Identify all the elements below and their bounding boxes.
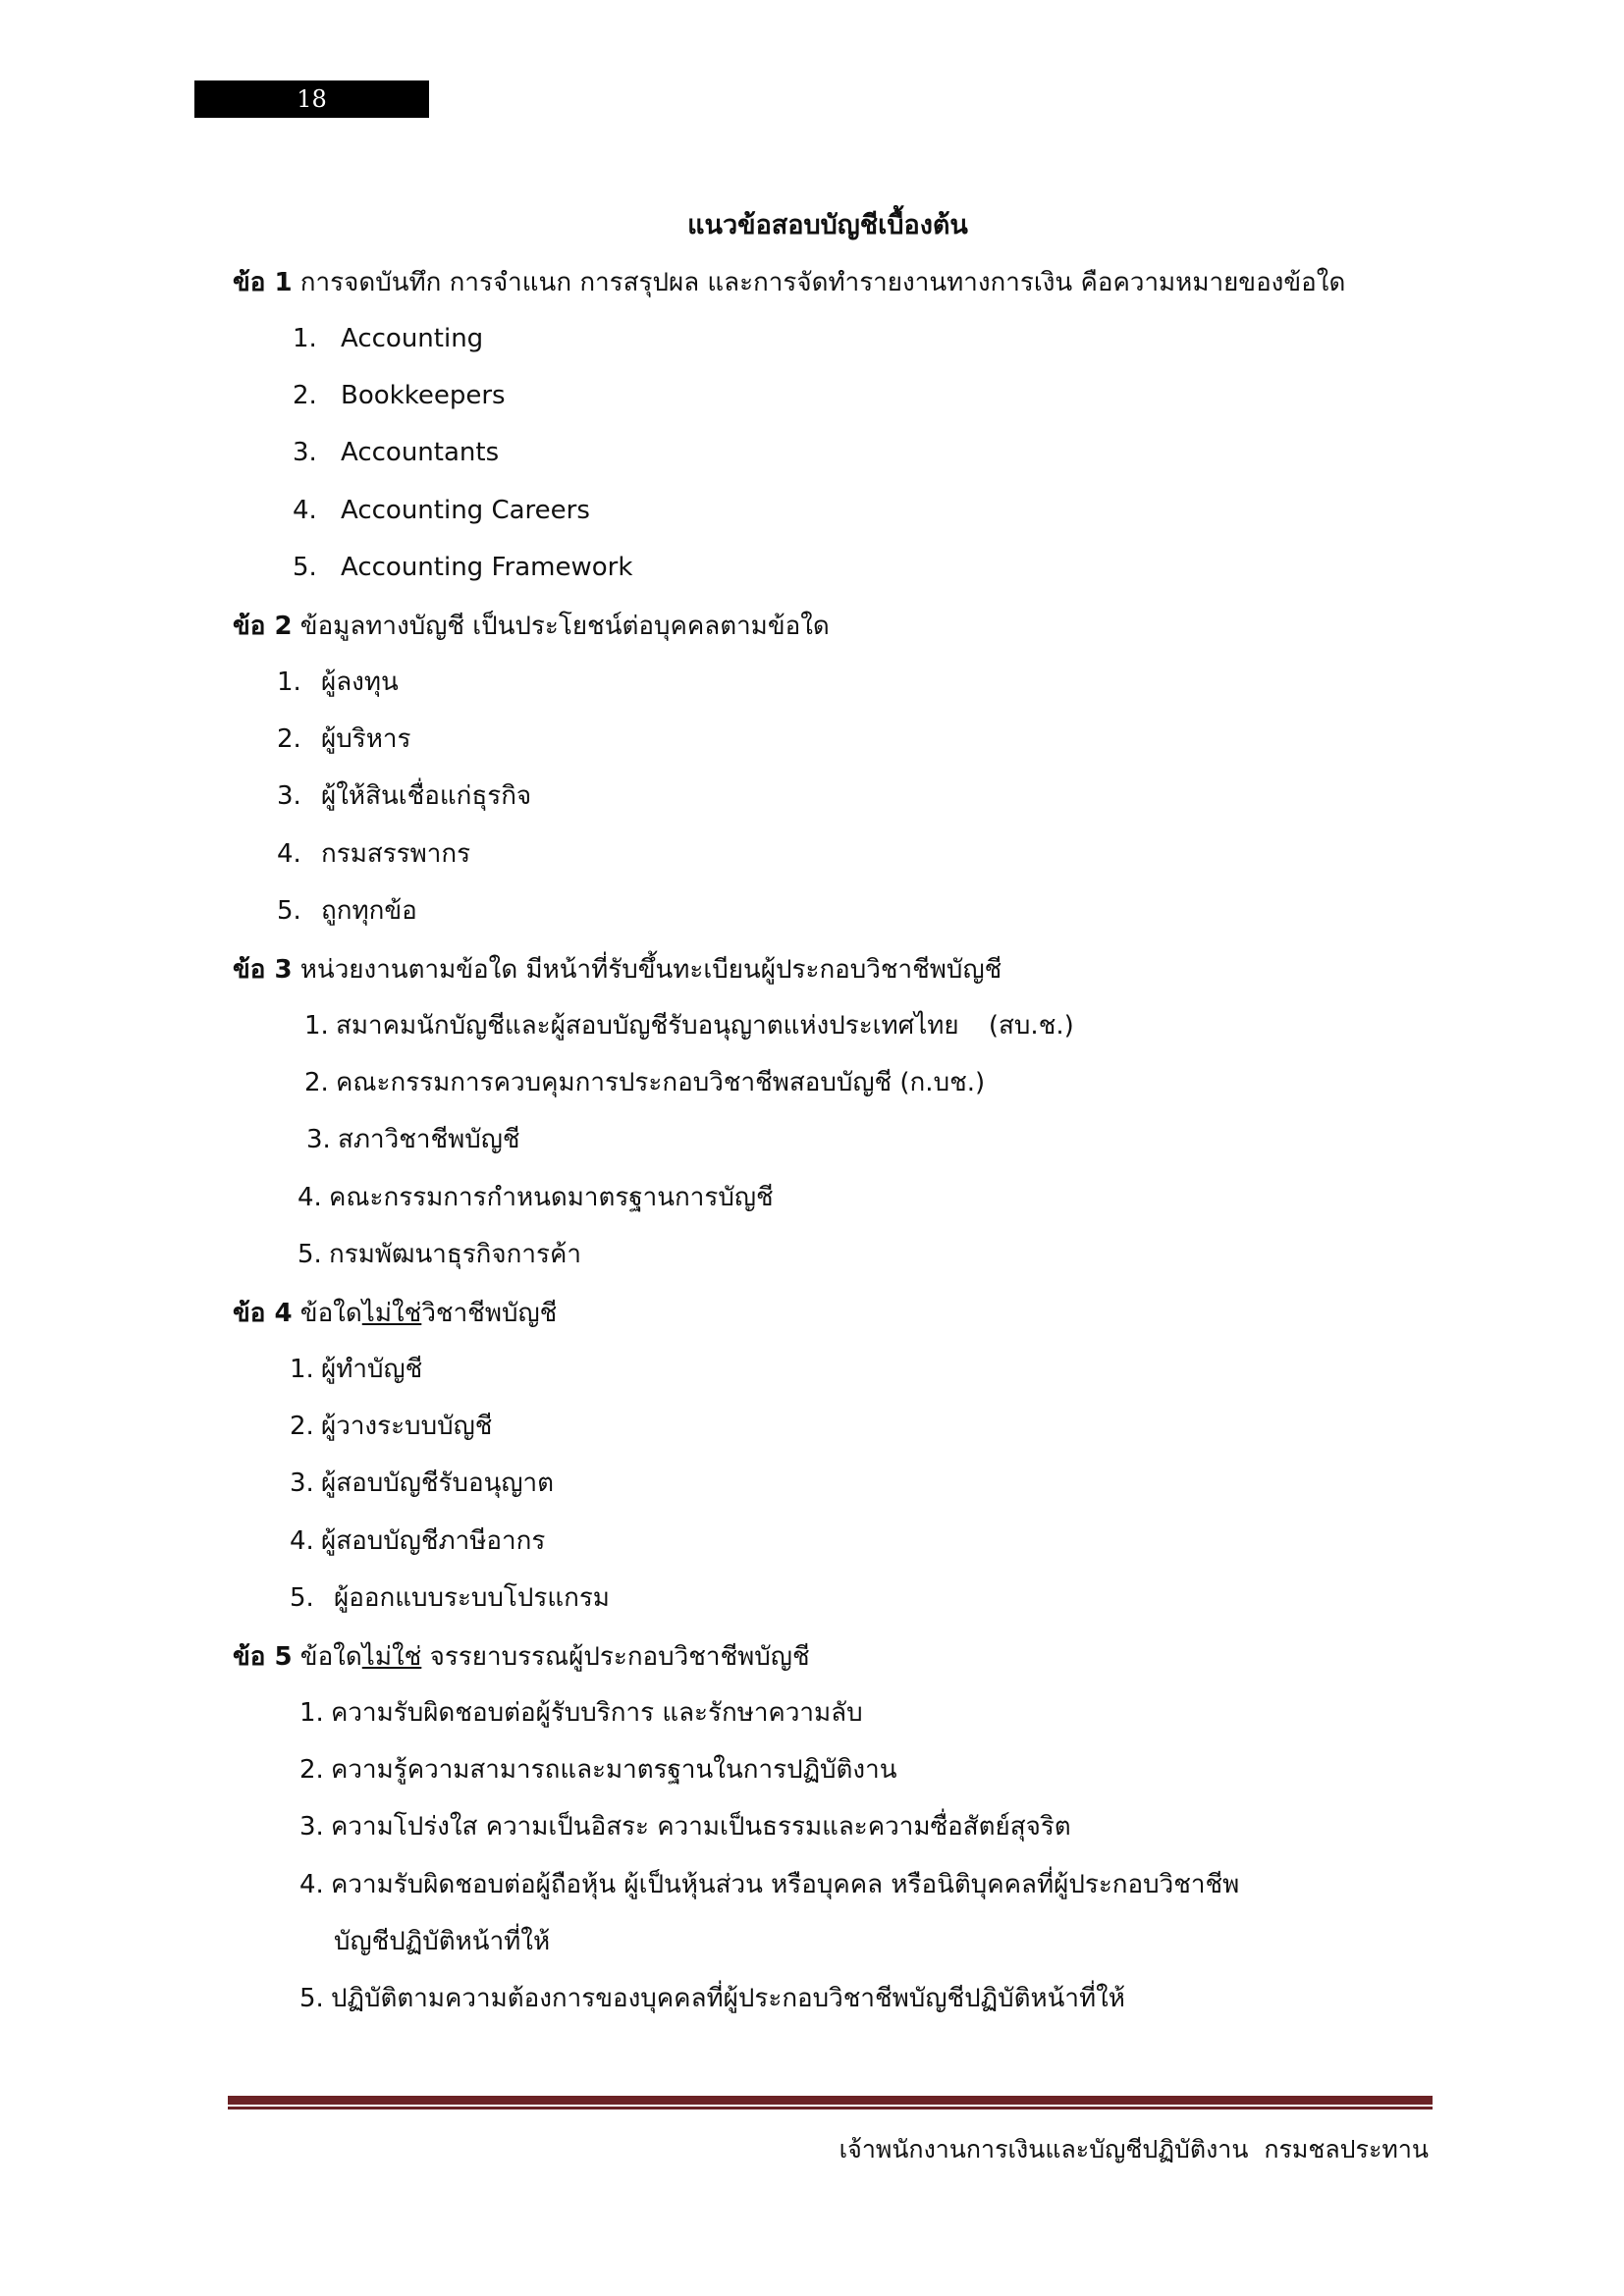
option-text: ผู้ทำบัญชี	[321, 1355, 423, 1384]
page-number: 18	[297, 85, 327, 113]
option-number: 2.	[299, 1755, 324, 1785]
option-number: 3.	[290, 1468, 314, 1498]
question-3-option-3	[306, 1122, 520, 1157]
option-number: 4.	[277, 839, 301, 869]
question-1-option-5	[293, 550, 632, 585]
option-text: คณะกรรมการควบคุมการประกอบวิชาชีพสอบบัญชี (ก.บช.)	[336, 1068, 986, 1097]
option-text: Accounting	[341, 324, 484, 353]
option-number: 2.	[304, 1068, 329, 1097]
question-2-option-4	[277, 836, 470, 872]
question-3-option-4	[298, 1180, 774, 1215]
question-5-option-5	[299, 1981, 1125, 2016]
option-text: Accountants	[341, 438, 500, 467]
question-5-option-2	[299, 1752, 897, 1788]
question-3-option-2	[304, 1065, 985, 1100]
option-number: 4.	[299, 1870, 324, 1899]
option-number: 2.	[293, 381, 317, 410]
option-number: 2.	[290, 1412, 314, 1441]
option-text: Accounting Careers	[341, 496, 590, 525]
option-number: 3.	[293, 438, 317, 467]
option-number: 5.	[293, 553, 317, 582]
option-number: 5.	[298, 1240, 322, 1269]
option-text: ผู้ออกแบบระบบโปรแกรม	[334, 1583, 610, 1613]
option-text: ผู้สอบบัญชีรับอนุญาต	[321, 1468, 555, 1498]
question-5-option-1	[299, 1695, 863, 1731]
question-1-label: ข้อ 1	[233, 268, 293, 297]
question-4-option-4	[290, 1523, 545, 1559]
question-2-text: ข้อมูลทางบัญชี เป็นประโยชน์ต่อบุคคลตามข้อใด	[299, 612, 830, 641]
option-text: กรมสรรพากร	[321, 839, 471, 869]
question-5-emphasis: ไม่ใช่	[361, 1642, 422, 1672]
footer-rule-thick	[228, 2096, 1433, 2105]
option-abbreviation: (สบ.ช.)	[988, 1011, 1074, 1041]
footer-rule-thin	[228, 2107, 1433, 2109]
option-number: 3.	[306, 1125, 331, 1154]
option-text: ความรู้ความสามารถและมาตรฐานในการปฏิบัติงาน	[331, 1755, 897, 1785]
option-text: ผู้บริหาร	[321, 724, 411, 754]
question-3-option-5	[298, 1237, 581, 1272]
option-text: ถูกทุกข้อ	[321, 896, 417, 926]
option-number: 5.	[299, 1984, 324, 2013]
option-number: 2.	[277, 724, 301, 754]
option-number: 5.	[277, 896, 301, 926]
question-5-text-before: ข้อใด	[299, 1642, 362, 1672]
option-text: คณะกรรมการกำหนดมาตรฐานการบัญชี	[329, 1183, 774, 1212]
question-5-option-3	[299, 1809, 1071, 1844]
question-4-text-before: ข้อใด	[299, 1299, 362, 1328]
option-number: 4.	[293, 496, 317, 525]
page-title: แนวข้อสอบบัญชีเบื้องต้น	[687, 210, 968, 240]
option-number: 1.	[290, 1355, 314, 1384]
question-1-heading	[233, 265, 1345, 300]
question-2-option-2	[277, 721, 410, 757]
option-text: ผู้ให้สินเชื่อแก่ธุรกิจ	[321, 781, 532, 811]
question-4-option-2	[290, 1409, 492, 1444]
option-text: ความรับผิดชอบต่อผู้รับบริการ และรักษาความลับ	[331, 1698, 863, 1728]
option-text: ความรับผิดชอบต่อผู้ถือหุ้น ผู้เป็นหุ้นส่วน หรือบุคคล หรือนิติบุคคลที่ผู้ประกอบวิชาชีพ	[331, 1870, 1240, 1899]
question-2-heading	[233, 609, 830, 644]
question-5-text-after: จรรยาบรรณผู้ประกอบวิชาชีพบัญชี	[421, 1642, 810, 1672]
question-4-text-after: วิชาชีพบัญชี	[421, 1299, 558, 1328]
option-text: ผู้ลงทุน	[321, 667, 399, 697]
option-number: 4.	[298, 1183, 322, 1212]
question-5-label: ข้อ 5	[233, 1642, 293, 1672]
question-4-option-5	[290, 1580, 610, 1616]
option-text: Accounting Framework	[341, 553, 633, 582]
option-number: 3.	[299, 1812, 324, 1842]
question-4-heading	[233, 1296, 557, 1331]
question-5-heading	[233, 1639, 810, 1675]
option-number: 3.	[277, 781, 301, 811]
option-text: สภาวิชาชีพบัญชี	[338, 1125, 520, 1154]
question-2-label: ข้อ 2	[233, 612, 293, 641]
option-number: 1.	[299, 1698, 324, 1728]
option-text: ความโปร่งใส ความเป็นอิสระ ความเป็นธรรมและความซื่อสัตย์สุจริต	[331, 1812, 1071, 1842]
option-number: 4.	[290, 1526, 314, 1556]
question-4-option-1	[290, 1352, 422, 1387]
question-1-option-3	[293, 435, 499, 470]
question-3-heading	[233, 952, 1001, 988]
option-text: ผู้วางระบบบัญชี	[321, 1412, 493, 1441]
question-3-label: ข้อ 3	[233, 955, 293, 985]
question-3-text: หน่วยงานตามข้อใด มีหน้าที่รับขึ้นทะเบียนผู้ประกอบวิชาชีพบัญชี	[299, 955, 1002, 985]
question-1-option-4	[293, 493, 590, 528]
question-4-emphasis: ไม่ใช่	[361, 1299, 422, 1328]
footer-text: เจ้าพนักงานการเงินและบัญชีปฏิบัติงาน กรมชลประทาน	[839, 2135, 1429, 2163]
question-5-option-4-continued: บัญชีปฏิบัติหน้าที่ให้	[334, 1927, 551, 1956]
question-1-text: การจดบันทึก การจำแนก การสรุปผล และการจัดทำรายงานทางการเงิน คือความหมายของข้อใด	[299, 268, 1346, 297]
option-number: 1.	[293, 324, 317, 353]
question-3-option-1	[304, 1008, 1074, 1043]
page-number-box	[194, 80, 429, 118]
question-2-option-5	[277, 893, 417, 929]
question-4-option-3	[290, 1466, 554, 1501]
question-1-option-2	[293, 378, 506, 413]
option-number: 1.	[304, 1011, 329, 1041]
option-text: ปฏิบัติตามความต้องการของบุคคลที่ผู้ประกอบวิชาชีพบัญชีปฏิบัติหน้าที่ให้	[331, 1984, 1125, 2013]
option-text: สมาคมนักบัญชีและผู้สอบบัญชีรับอนุญาตแห่งประเทศไทย	[336, 1011, 959, 1041]
option-text: กรมพัฒนาธุรกิจการค้า	[329, 1240, 581, 1269]
option-text: Bookkeepers	[341, 381, 506, 410]
question-1-option-1	[293, 321, 483, 356]
question-2-option-1	[277, 665, 399, 700]
question-5-option-4	[299, 1867, 1239, 1902]
option-text: ผู้สอบบัญชีภาษีอากร	[321, 1526, 546, 1556]
question-2-option-3	[277, 778, 531, 814]
option-number: 5.	[290, 1583, 314, 1613]
question-4-label: ข้อ 4	[233, 1299, 293, 1328]
option-number: 1.	[277, 667, 301, 697]
